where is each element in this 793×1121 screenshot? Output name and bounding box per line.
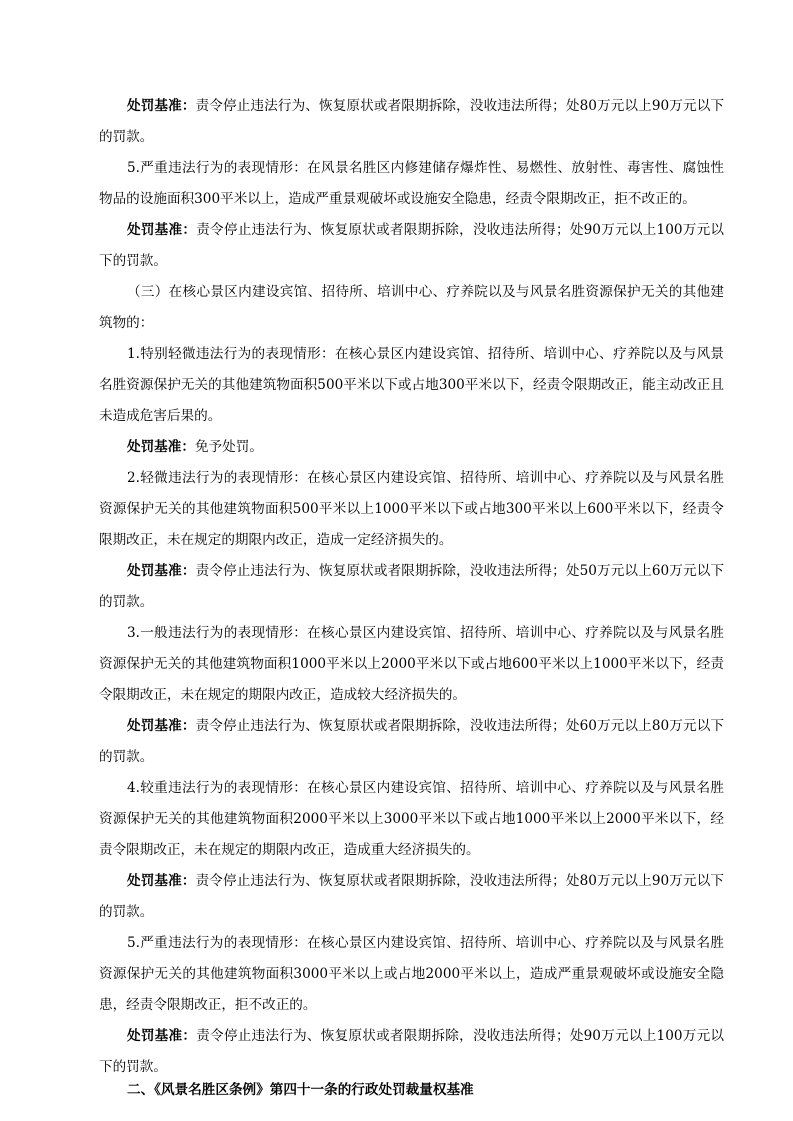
violation-paragraph <box>99 773 724 866</box>
paragraph-text: 责令停止违法行为、恢复原状或者限期拆除，没收违法所得；处80万元以上90万元以下的罚款。 <box>99 873 725 920</box>
penalty-basis-paragraph <box>99 215 724 277</box>
penalty-basis-paragraph <box>99 866 724 928</box>
paragraph-text: （三）在核心景区内建设宾馆、招待所、培训中心、疗养院以及与风景名胜资源保护无关的其他建筑物的： <box>99 284 724 331</box>
paragraph-text: 责令停止违法行为、恢复原状或者限期拆除，没收违法所得；处90万元以上100万元以下的罚款。 <box>99 222 725 269</box>
penalty-basis-label: 处罚基准： <box>127 222 197 238</box>
paragraph-text: 2.轻微违法行为的表现情形：在核心景区内建设宾馆、招待所、培训中心、疗养院以及与风景名胜资源保护无关的其他建筑物面积500平米以上1000平米以下或占地300平米以上600平米以下，经责令限期改正，未在规定的期限内改正，造成一定经济损失的。 <box>99 470 724 548</box>
penalty-basis-paragraph <box>99 556 724 618</box>
violation-paragraph <box>99 618 724 711</box>
penalty-basis-label: 处罚基准： <box>127 1028 197 1044</box>
paragraph-text: 免予处罚。 <box>194 439 263 455</box>
section-heading-text: 二、《风景名胜区条例》第四十一条的行政处罚裁量权基准 <box>127 1082 474 1098</box>
paragraph-text: 责令停止违法行为、恢复原状或者限期拆除，没收违法所得；处90万元以上100万元以下的罚款。 <box>99 1028 725 1075</box>
penalty-basis-paragraph <box>99 432 724 463</box>
penalty-basis-label: 处罚基准： <box>127 98 196 114</box>
violation-paragraph <box>99 928 724 1021</box>
paragraph-text: 责令停止违法行为、恢复原状或者限期拆除，没收违法所得；处50万元以上60万元以下的罚款。 <box>99 563 725 610</box>
paragraph-text: 1.特别轻微违法行为的表现情形：在核心景区内建设宾馆、招待所、培训中心、疗养院以及与风景名胜资源保护无关的其他建筑物面积500平米以下或占地300平米以下，经责令限期改正，能主动改正且未造成危害后果的。 <box>99 346 724 424</box>
penalty-basis-paragraph <box>99 91 724 153</box>
violation-paragraph <box>99 339 724 432</box>
penalty-basis-label: 处罚基准： <box>127 718 196 734</box>
paragraph-text: 4.较重违法行为的表现情形：在核心景区内建设宾馆、招待所、培训中心、疗养院以及与风景名胜资源保护无关的其他建筑物面积2000平米以上3000平米以下或占地1000平米以上2000平米以下，经责令限期改正，未在规定的期限内改正，造成重大经济损失的。 <box>99 780 724 858</box>
penalty-basis-label: 处罚基准： <box>127 563 196 579</box>
paragraph-text: 3.一般违法行为的表现情形：在核心景区内建设宾馆、招待所、培训中心、疗养院以及与风景名胜资源保护无关的其他建筑物面积1000平米以上2000平米以下或占地600平米以上1000平米以下，经责令限期改正，未在规定的期限内改正，造成较大经济损失的。 <box>99 625 724 703</box>
paragraph-text: 责令停止违法行为、恢复原状或者限期拆除，没收违法所得；处80万元以上90万元以下的罚款。 <box>99 98 725 145</box>
paragraph-text: 5.严重违法行为的表现情形：在核心景区内建设宾馆、招待所、培训中心、疗养院以及与风景名胜资源保护无关的其他建筑物面积3000平米以上或占地2000平米以上，造成严重景观破坏或设施安全隐患，经责令限期改正，拒不改正的。 <box>99 935 724 1013</box>
paragraph-text: 5.严重违法行为的表现情形：在风景名胜区内修建储存爆炸性、易燃性、放射性、毒害性、腐蚀性物品的设施面积300平米以上，造成严重景观破坏或设施安全隐患，经责令限期改正，拒不改正的。 <box>99 160 724 207</box>
violation-paragraph <box>99 153 724 215</box>
penalty-basis-paragraph <box>99 1021 724 1083</box>
violation-paragraph <box>99 463 724 556</box>
penalty-basis-paragraph <box>99 711 724 773</box>
paragraph-text: 责令停止违法行为、恢复原状或者限期拆除，没收违法所得；处60万元以上80万元以下的罚款。 <box>99 718 725 765</box>
section-paragraph <box>99 277 724 339</box>
penalty-basis-label: 处罚基准： <box>127 873 196 889</box>
section-heading <box>99 1075 724 1106</box>
penalty-basis-label: 处罚基准： <box>127 439 195 455</box>
